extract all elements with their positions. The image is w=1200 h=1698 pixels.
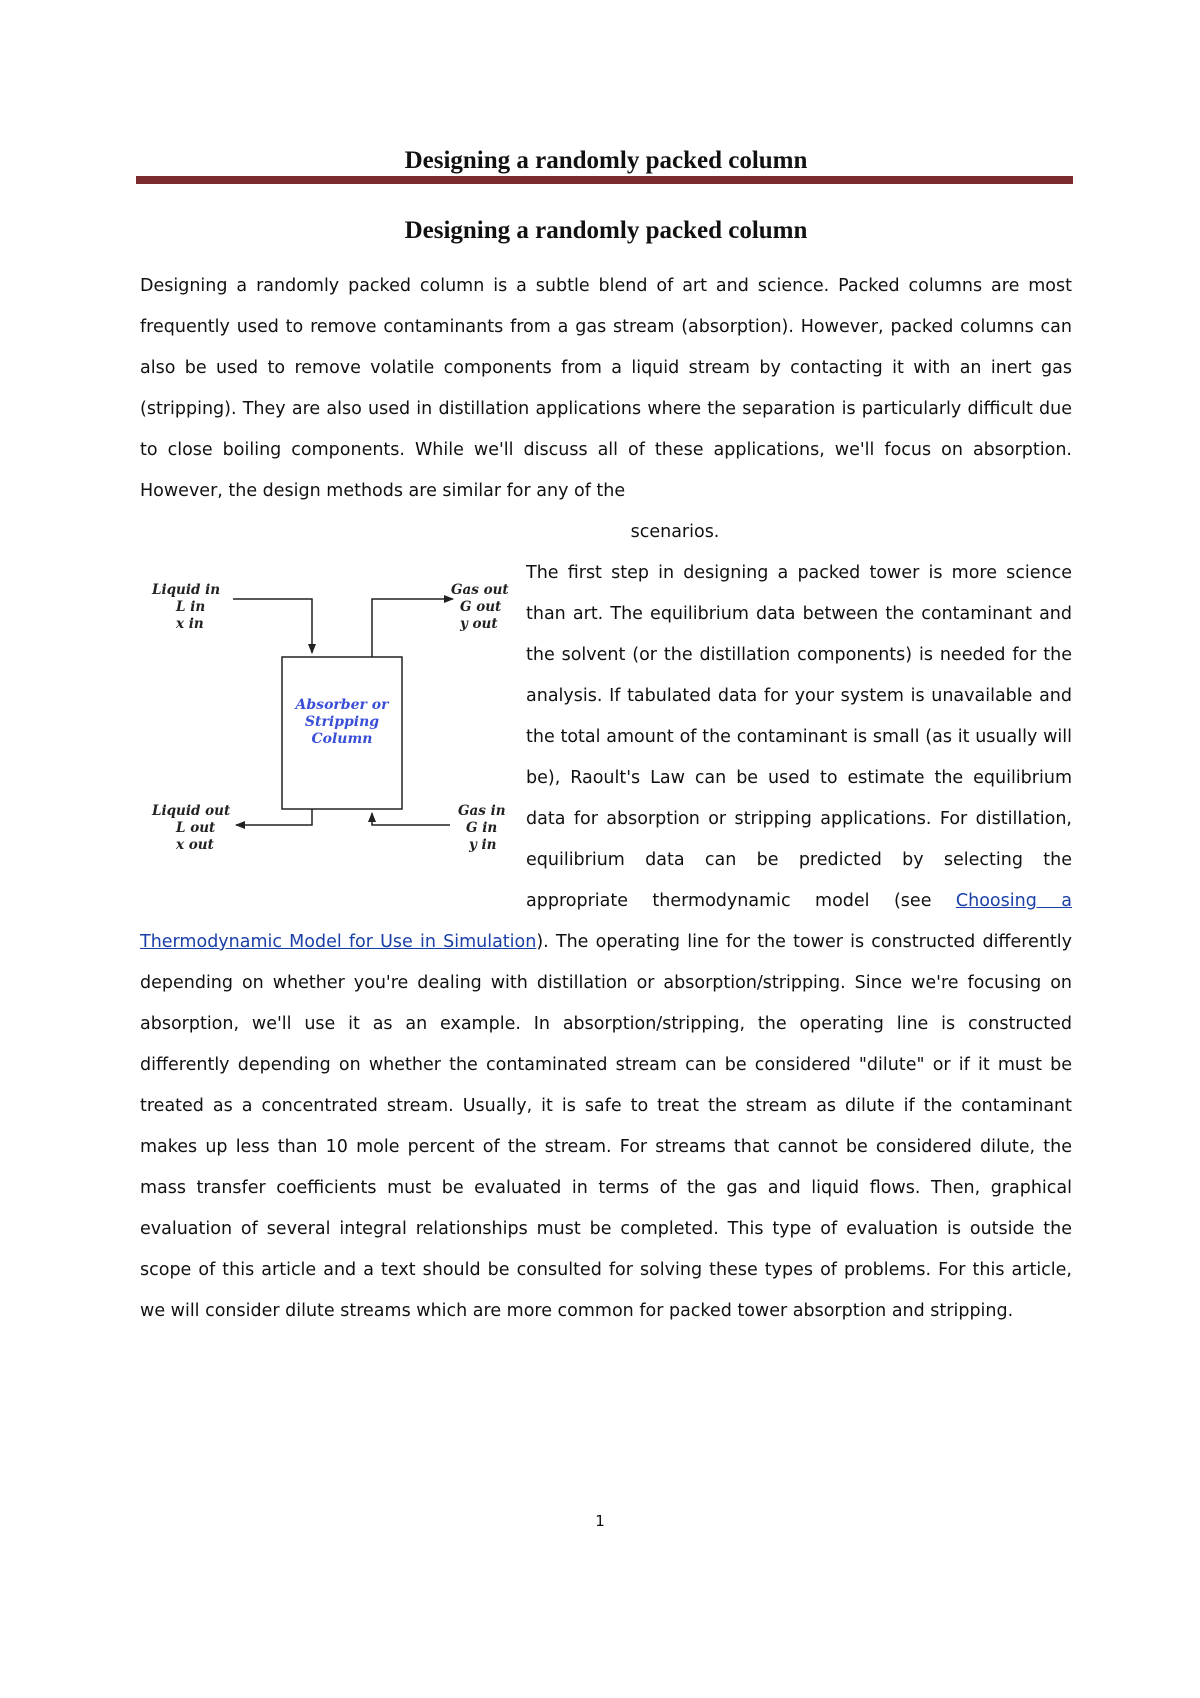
gas-out-label: Gas out bbox=[451, 582, 509, 598]
liquid-out-composition-label: x out bbox=[176, 837, 214, 853]
page-number: 1 bbox=[595, 1512, 605, 1530]
gas-out-composition-label: y out bbox=[460, 616, 498, 632]
intro-paragraph-tail: scenarios. bbox=[630, 522, 720, 542]
gas-in-composition-label: y in bbox=[469, 837, 497, 853]
intro-paragraph-text: Designing a randomly packed column is a subtle blend of art and science. Packed columns are most frequently used to remove contaminants from a gas stream (absorption). However, packed columns can also be used to remove volatile components from a liquid stream by contacting it with an inert gas (stripping). They are also used in distillation applications where the separation is particularly difficult due to close boiling components. While we'll discuss all of these applications, we'll focus on absorption. However, the design methods are similar for any of the bbox=[140, 276, 1072, 501]
liquid-in-composition-label: x in bbox=[176, 616, 204, 632]
gas-out-arrow bbox=[372, 599, 453, 657]
intro-paragraph bbox=[140, 266, 1072, 553]
design-paragraph-text-continued: ). The operating line for the tower is constructed differently depending on whether you're dealing with distillation or absorption/stripping. Since we're focusing on absorption, we'll use it as an example. In absorption/stripping, the operating line is constructed differently depending on whether the contaminated stream can be considered "dilute" or if it must be treated as a concentrated stream. Usually, it is safe to treat the stream as dilute if the contaminant makes up less than 10 mole percent of the stream. For streams that cannot be considered dilute, the mass transfer coefficients must be evaluated in terms of the gas and liquid flows. Then, graphical evaluation of several integral relationships must be completed. This type of evaluation is outside the scope of this article and a text should be consulted for solving these types of problems. For this article, we will consider dilute streams which are more common for packed tower absorption and stripping. bbox=[140, 932, 1072, 1321]
page-heading: Designing a randomly packed column bbox=[404, 217, 808, 244]
header-rule bbox=[136, 176, 1073, 184]
thermodynamic-model-link[interactable]: Choosing a Thermodynamic Model for Use in Simulation bbox=[140, 891, 1072, 952]
column-flow-diagram-svg bbox=[140, 569, 522, 896]
design-paragraph-text: The first step in designing a packed tower is more science than art. The equilibrium data between the contaminant and the solvent (or the distillation components) is needed for the analysis. If tabulated data for your system is unavailable and the total amount of the contaminant is small (as it usually will be), Raoult's Law can be used to estimate the equilibrium data for absorption or stripping applications. For distillation, equilibrium data can be predicted by selecting the appropriate thermodynamic model (see bbox=[526, 563, 1072, 911]
gas-in-label: Gas in bbox=[458, 803, 506, 819]
liquid-in-label: Liquid in bbox=[152, 582, 221, 598]
liquid-in-flow-label: L in bbox=[176, 599, 206, 615]
column-flow-diagram bbox=[140, 569, 522, 896]
liquid-in-arrow bbox=[233, 599, 312, 653]
liquid-out-label: Liquid out bbox=[152, 803, 231, 819]
column-box-label-line3: Column bbox=[311, 731, 373, 747]
column-box-label-line2: Stripping bbox=[304, 714, 380, 730]
header-title: Designing a randomly packed column bbox=[404, 147, 808, 174]
gas-out-flow-label: G out bbox=[460, 599, 502, 615]
liquid-out-flow-label: L out bbox=[176, 820, 216, 836]
column-box-label-line1: Absorber or bbox=[295, 697, 389, 713]
design-paragraph bbox=[140, 553, 1072, 1332]
gas-in-arrow bbox=[372, 813, 450, 825]
gas-in-flow-label: G in bbox=[466, 820, 498, 836]
liquid-out-arrow bbox=[236, 809, 312, 825]
